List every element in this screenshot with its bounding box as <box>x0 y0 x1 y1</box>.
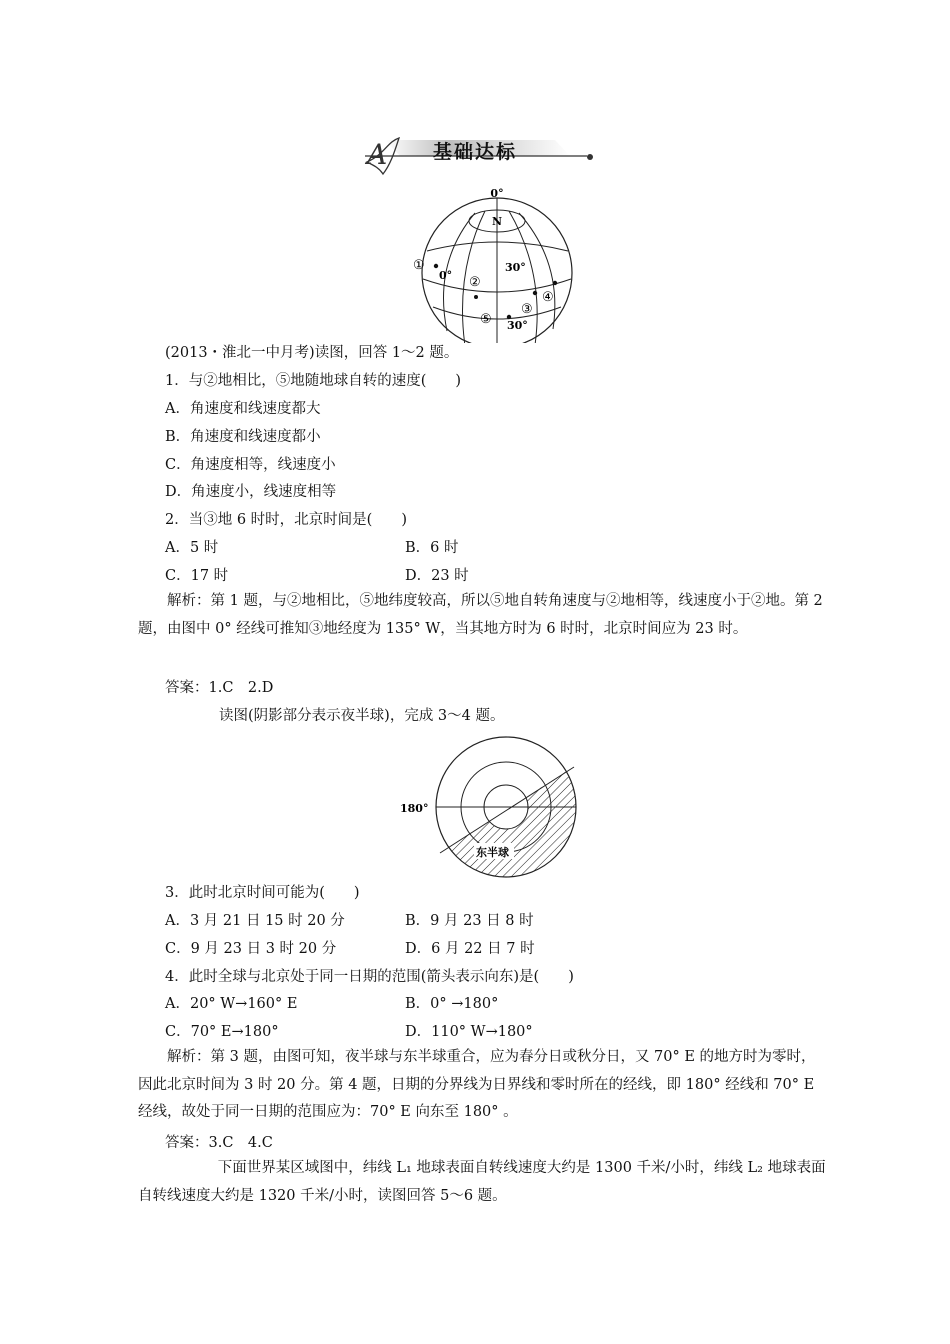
question-3-stem: 3．此时北京时间可能为( ) <box>165 885 360 901</box>
question-3-option-a: A．3 月 21 日 15 时 20 分 <box>165 913 345 929</box>
question-1-option-b: B．角速度和线速度都小 <box>165 429 321 445</box>
globe-label-point-4: ④ <box>542 290 554 305</box>
question-4-option-d: D．110° W→180° <box>405 1024 533 1040</box>
question-4-stem: 4．此时全球与北京处于同一日期的范围(箭头表示向东)是( ) <box>165 969 574 985</box>
question-2-stem: 2．当③地 6 时时，北京时间是( ) <box>165 512 407 528</box>
banner-title: 基础达标 <box>433 141 518 163</box>
polar-label-180: 180° <box>400 802 429 815</box>
question-3-option-c: C．9 月 23 日 3 时 20 分 <box>165 941 337 957</box>
intro-3: 下面世界某区域图中，纬线 L₁ 地球表面自转线速度大约是 1300 千米/小时，纬线 L₂ 地球表面自转线速度大约是 1320 千米/小时，读图回答 5～6 题。 <box>138 1160 826 1204</box>
globe-label-0-meridian: 0° <box>439 269 453 282</box>
globe-diagram <box>405 183 585 343</box>
answer-2: 答案：3.C 4.C <box>165 1135 273 1151</box>
question-2-option-b: B．6 时 <box>405 540 459 556</box>
intro-1: (2013・淮北一中月考)读图，回答 1～2 题。 <box>165 345 459 361</box>
globe-label-point-5: ⑤ <box>480 312 492 327</box>
globe-label-point-3: ③ <box>521 302 533 317</box>
analysis-1: 解析：第 1 题，与②地相比，⑤地纬度较高，所以⑤地自转角速度与②地相等，线速度小于②地。第 2 题，由图中 0° 经线可推知③地经度为 135° W，当其地方时为 6 时时，北京时间应为 23 时。 <box>138 593 823 637</box>
question-3-option-b: B．9 月 23 日 8 时 <box>405 913 534 929</box>
question-1-option-d: D．角速度小，线速度相等 <box>165 484 337 500</box>
polar-diagram <box>398 735 588 880</box>
answer-1: 答案：1.C 2.D <box>165 680 274 696</box>
question-1-stem: 1．与②地相比，⑤地随地球自转的速度( ) <box>165 373 462 389</box>
polar-label-east-hemisphere: 东半球 <box>476 846 509 859</box>
question-2-option-a: A．5 时 <box>165 540 219 556</box>
banner-letter: A <box>367 138 388 171</box>
question-4-option-c: C．70° E→180° <box>165 1024 279 1040</box>
globe-label-0: 0° <box>490 187 504 200</box>
globe-label-30-lower: 30° <box>507 319 528 332</box>
intro-2: 读图(阴影部分表示夜半球)，完成 3～4 题。 <box>219 708 505 724</box>
analysis-2: 解析：第 3 题，由图可知，夜半球与东半球重合，应为春分日或秋分日，又 70° E 的地方时为零时，因此北京时间为 3 时 20 分。第 4 题，日期的分界线为日界线和零时所在的经线，即 180° 经线和 70° E 经线，故处于同一日期的范围应为：70° E 向东至 180° 。 <box>138 1049 816 1121</box>
globe-label-30-upper: 30° <box>505 261 526 274</box>
question-1-option-c: C．角速度相等，线速度小 <box>165 457 336 473</box>
globe-label-point-1: ① <box>413 258 425 273</box>
question-3-option-d: D．6 月 22 日 7 时 <box>405 941 535 957</box>
question-1-option-a: A．角速度和线速度都大 <box>165 401 321 417</box>
question-4-option-a: A．20° W→160° E <box>165 996 298 1012</box>
question-2-option-c: C．17 时 <box>165 568 229 584</box>
globe-label-north: N <box>491 215 503 228</box>
globe-label-point-2: ② <box>469 275 481 290</box>
question-2-option-d: D．23 时 <box>405 568 469 584</box>
question-4-option-b: B．0° →180° <box>405 996 499 1012</box>
